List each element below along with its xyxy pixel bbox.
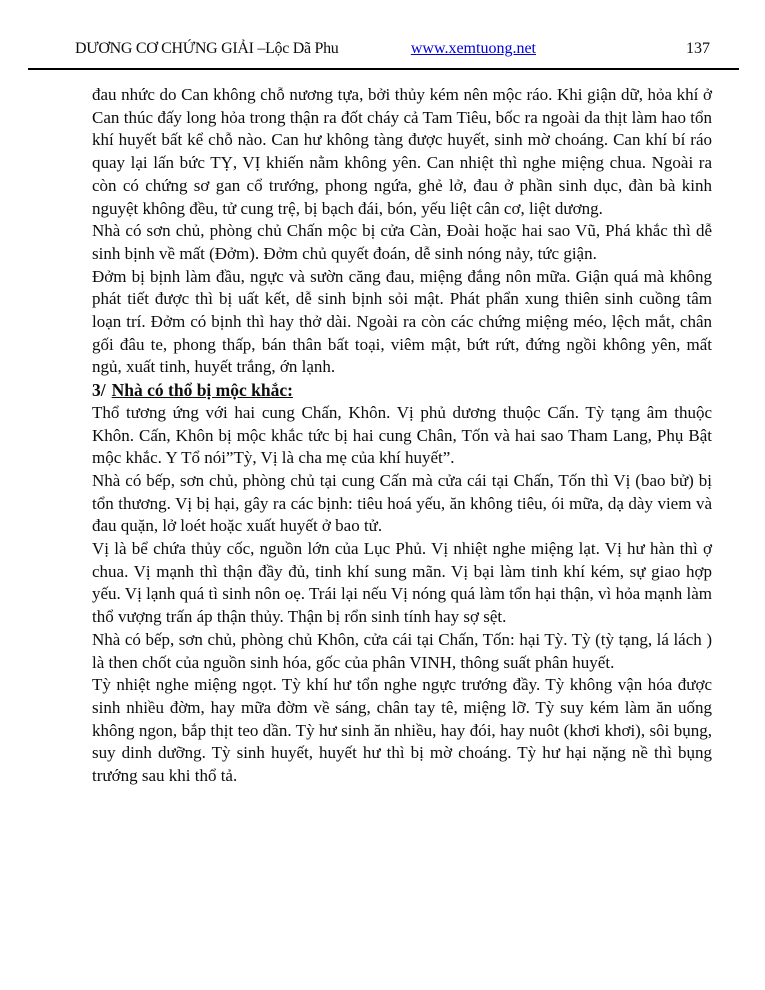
section-heading <box>92 379 712 402</box>
section-number: 3/ <box>92 380 106 401</box>
paragraph-tho-tuong-ung: Thổ tương ứng với hai cung Chấn, Khôn. Vị phủ dương thuộc Cấn. Tỳ tạng âm thuộc Khôn. Cấn, Khôn bị mộc khắc tức bị hai cung Chân, Tốn và hai sao Tham Lang, Phụ Bật mộc khắc. Y Tổ nói”Tỳ, Vị là cha mẹ của khí huyết”. <box>92 402 712 468</box>
paragraph-can-symptoms: đau nhức do Can không chỗ nương tựa, bởi thủy kém nên mộc ráo. Khi giận dữ, hỏa khí ở Can thúc đấy long hỏa trong thận ra đốt cháy cả Tam Tiêu, bốc ra ngoài da thịt làm hao tổn khí huyết bất kể chỗ nào. Can hư không tàng được huyết, sinh mờ choáng. Can khí bí ráo quay lại lấn bức TỴ, VỊ khiến nằm không yên. Can nhiệt thì nghe miệng chua. Ngoài ra còn có chứng sơ gan cổ trướng, phong ngứa, ghẻ lở, đau ở phần sinh dục, đàn bà kinh nguyệt không đều, tử cung trệ, bị bạch đái, bón, yếu liệt cân cơ, liệt dương. <box>92 85 712 218</box>
section-title: Nhà có thổ bị mộc khắc: <box>111 380 293 401</box>
paragraph-hai-ty: Nhà có bếp, sơn chủ, phòng chủ Khôn, cửa cái tại Chấn, Tốn: hại Tỳ. Tỳ (tỳ tạng, lá lách ) là then chốt của nguồn sinh hóa, gốc của phân VINH, thông suất phân huyết. <box>92 629 712 672</box>
paragraph-ty-nhiet: Tỳ nhiệt nghe miệng ngọt. Tỳ khí hư tổn nghe ngực trướng đầy. Tỳ không vận hóa được sinh nhiều đờm, hay mữa đờm về sáng, chân tay tê, miệng lỡ. Tỳ suy kém làm ăn uống không ngon, bắp thịt teo dần. Tỳ hư sinh ăn nhiều, hay đói, hay nuôt (khơi khơi), sôi bụng, suy dinh dưỡng. Tỳ sinh huyết, huyết hư thì bị mờ choáng. Tỳ hư hại nặng nề thì bụng trướng sau khi thổ tả. <box>92 675 712 786</box>
website-link[interactable]: www.xemtuong.net <box>410 40 536 57</box>
paragraph-dom-binh: Đởm bị bịnh làm đầu, ngực và sườn căng đau, miệng đắng nôn mữa. Giận quá mà không phát tiết được thì bị uất kết, dễ sinh bịnh sỏi mật. Phát phẩn xung thiên sinh cuồng tâm loạn trí. Đởm có bịnh thì hay thở dài. Ngoài ra còn các chứng miệng méo, lệch mắt, chân gối đâu te, phong thấp, bán thân bất toại, viêm mật, bứt rứt, đứng ngồi không yên, mất ngủ, xuất tinh, huyết trắng, ớn lạnh. <box>92 266 712 377</box>
paragraph-vi-ton-thuong: Nhà có bếp, sơn chủ, phòng chủ tại cung Cấn mà cửa cái tại Chấn, Tốn thì Vị (bao bử) bị tổn thương. Vị bị hại, gây ra các bịnh: tiêu hoá yếu, ăn không tiêu, ói mữa, dạ dày viem và đau quặn, lở loét hoặc xuất huyết ở bao tử. <box>92 470 712 536</box>
document-body <box>92 84 712 788</box>
page-header <box>0 0 765 58</box>
document-title: DƯƠNG CƠ CHỨNG GIẢI –Lộc Dã Phu <box>75 40 339 57</box>
paragraph-chan-moc: Nhà có sơn chủ, phòng chủ Chấn mộc bị cửa Càn, Đoài hoặc hai sao Vũ, Phá khắc thì dễ sinh bịnh về mất (Đởm). Đởm chủ quyết đoán, dễ sinh nóng nảy, tức giận. <box>92 221 712 263</box>
header-divider <box>28 68 739 70</box>
paragraph-vi-thuy-coc: Vị là bể chứa thủy cốc, nguồn lớn của Lục Phủ. Vị nhiệt nghe miệng lạt. Vị hư hàn thì ợ chua. Vị mạnh thì thận đầy đủ, tinh khí sung mãn. Vị bại làm tinh khí kém, sự giao hợp yếu. Vị lạnh quá tì sinh nôn oẹ. Trái lại nếu Vị nóng quá làm tổn hại thận, vì hỏa mạnh làm thổ vượng trấn áp thận thủy. Thận bị rổn sinh tính hay sợ sệt. <box>92 539 712 627</box>
page-number: 137 <box>686 40 710 57</box>
